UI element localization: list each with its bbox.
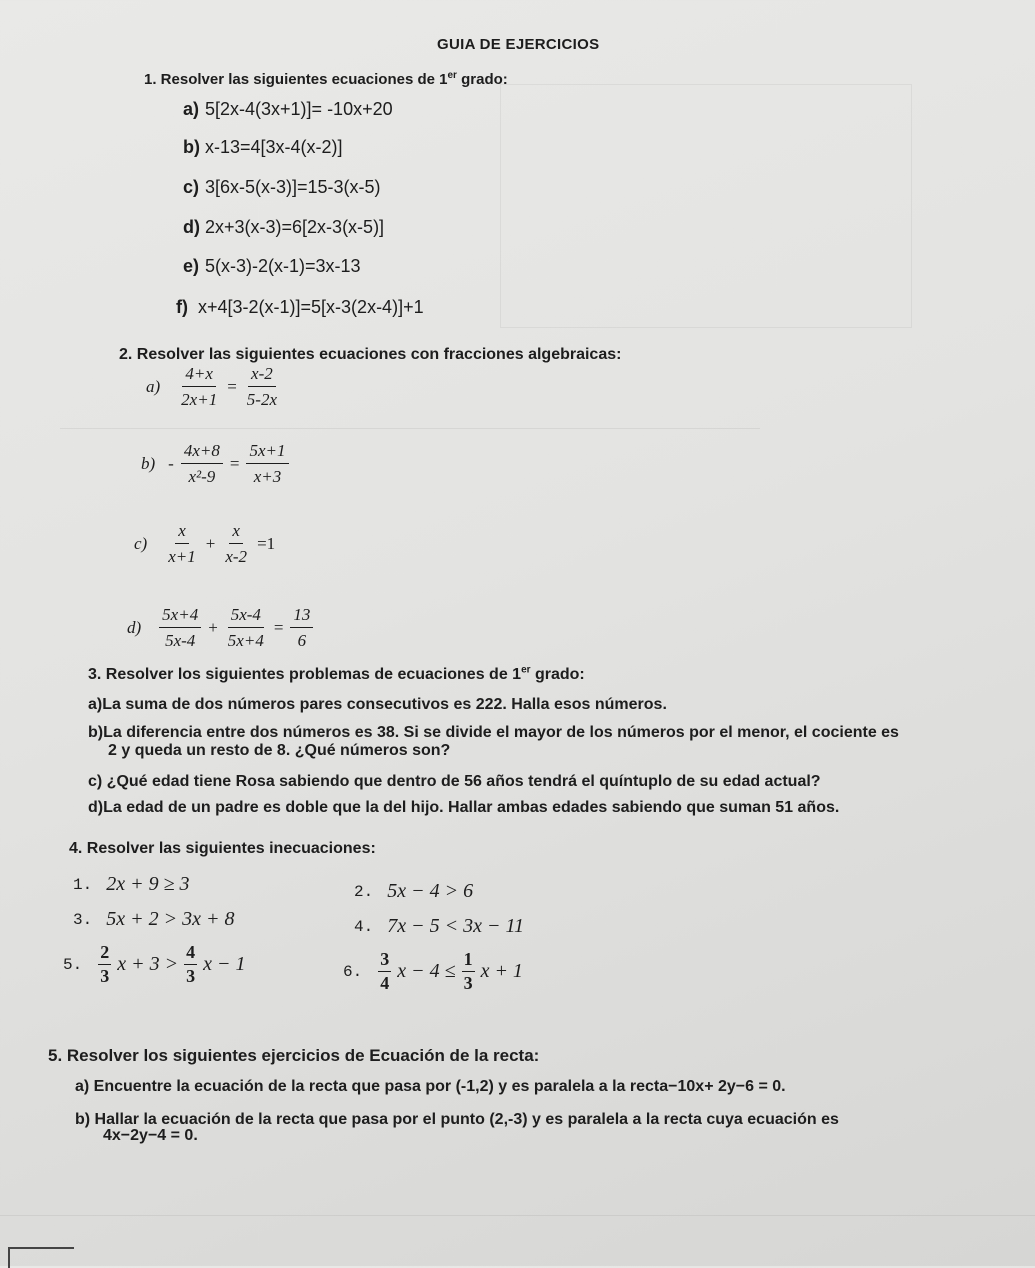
bleed-through-line <box>60 428 760 429</box>
equation-1f: f) x+4[3-2(x-1)]=5[x-3(2x-4)]+1 <box>176 297 424 317</box>
inequality-6: 6. $\frac{3}{4}$ x − 4 ≤ $\frac{1}{3}$ x + 1 <box>343 949 523 993</box>
fraction-equation-2b: b) - $\frac{4x+8}{\text{x²-9}}$ = $\frac{5x+1}{x+3}$ <box>141 441 293 487</box>
problem-3a: a)La suma de dos números pares consecutivos es 222. Halla esos números. <box>88 696 667 713</box>
fraction-equation-2c: c) $\frac{x}{x+1}$ + $\frac{x}{x-2}$ =1 <box>134 521 276 566</box>
fraction: $\frac{4+x}{2x+1}$ <box>181 364 218 409</box>
inequality-4: 4. 7x − 5 < 3x − 11 <box>354 915 524 937</box>
page-fold-mark <box>8 1247 74 1268</box>
inequality-1: 1. 2x + 9 ≥ 3 <box>73 873 190 895</box>
equation-1c: c) 3[6x-5(x-3)]=15-3(x-5) <box>183 177 381 197</box>
exercise-5a: a) Encuentre la ecuación de la recta que pasa por (-1,2) y es paralela a la recta−10x+ 2y−6 = 0. <box>75 1078 786 1095</box>
fraction: $\frac{5x+1}{x+3}$ <box>246 441 288 487</box>
equation-1e: e) 5(x-3)-2(x-1)=3x-13 <box>183 256 361 276</box>
fraction: $\frac{x}{x+1}$ <box>168 521 196 566</box>
problem-3d: d)La edad de un padre es doble que la del hijo. Hallar ambas edades sabiendo que suman 51 años. <box>88 799 840 816</box>
fraction: $\frac{x}{x-2}$ <box>225 521 248 566</box>
fraction: $\frac{4x+8}{\text{x²-9}}$ <box>181 441 223 487</box>
inequality-5: 5. $\frac{2}{3}$ x + 3 > $\frac{4}{3}$ x − 1 <box>63 942 246 986</box>
equation-1b: b) x-13=4[3x-4(x-2)] <box>183 137 343 157</box>
exercise-5b-line1: b) Hallar la ecuación de la recta que pasa por el punto (2,-3) y es paralela a la recta cuya ecuación es <box>75 1111 839 1128</box>
problem-3c: c) ¿Qué edad tiene Rosa sabiendo que dentro de 56 años tendrá el quíntuplo de su edad actual? <box>88 773 821 790</box>
problem-3b-line1: b)La diferencia entre dos números es 38. Si se divide el mayor de los números por el menor, el cociente es <box>88 724 899 741</box>
fraction: $\frac{1}{3}$ <box>463 949 473 993</box>
bleed-through-box <box>500 84 912 328</box>
equation-1d: d) 2x+3(x-3)=6[2x-3(x-5)] <box>183 217 385 237</box>
section-3-heading: 3. Resolver los siguientes problemas de ecuaciones de 1er grado: <box>88 664 585 683</box>
fraction-equation-2d: d) $\frac{5x+4}{5x-4}$ + $\frac{5x-4}{5x+4}$ = $\frac{13}{6}$ <box>127 605 317 651</box>
fraction-equation-2a: a) $\frac{4+x}{2x+1}$ = $\frac{x-2}{5-2x}$ <box>146 364 284 410</box>
section-5-heading: 5. Resolver los siguientes ejercicios de Ecuación de la recta: <box>48 1046 540 1065</box>
fraction: $\frac{2}{3}$ <box>100 942 110 986</box>
exercise-5b-line2: 4x−2y−4 = 0. <box>103 1127 198 1144</box>
fraction: $\frac{3}{4}$ <box>380 949 390 993</box>
inequality-3: 3. 5x + 2 > 3x + 8 <box>73 908 235 930</box>
section-1-heading: 1. Resolver las siguientes ecuaciones de 1er grado: <box>144 70 508 88</box>
problem-3b-line2: 2 y queda un resto de 8. ¿Qué números son? <box>108 742 451 759</box>
equation-1a: a) 5[2x-4(3x+1)]= -10x+20 <box>183 99 393 119</box>
bleed-through-line <box>0 1215 1035 1216</box>
fraction: $\frac{4}{3}$ <box>186 942 196 986</box>
section-4-heading: 4. Resolver las siguientes inecuaciones: <box>69 840 376 857</box>
fraction: $\frac{5x+4}{5x-4}$ <box>159 605 201 651</box>
inequality-2: 2. 5x − 4 > 6 <box>354 880 474 902</box>
fraction: $\frac{5x-4}{5x+4}$ <box>227 605 264 650</box>
fraction: $\frac{x-2}{5-2x}$ <box>246 364 278 409</box>
section-2-heading: 2. Resolver las siguientes ecuaciones con fracciones algebraicas: <box>119 346 622 363</box>
fraction: $\frac{13}{6}$ <box>290 605 313 651</box>
page-title: GUIA DE EJERCICIOS <box>437 36 600 53</box>
